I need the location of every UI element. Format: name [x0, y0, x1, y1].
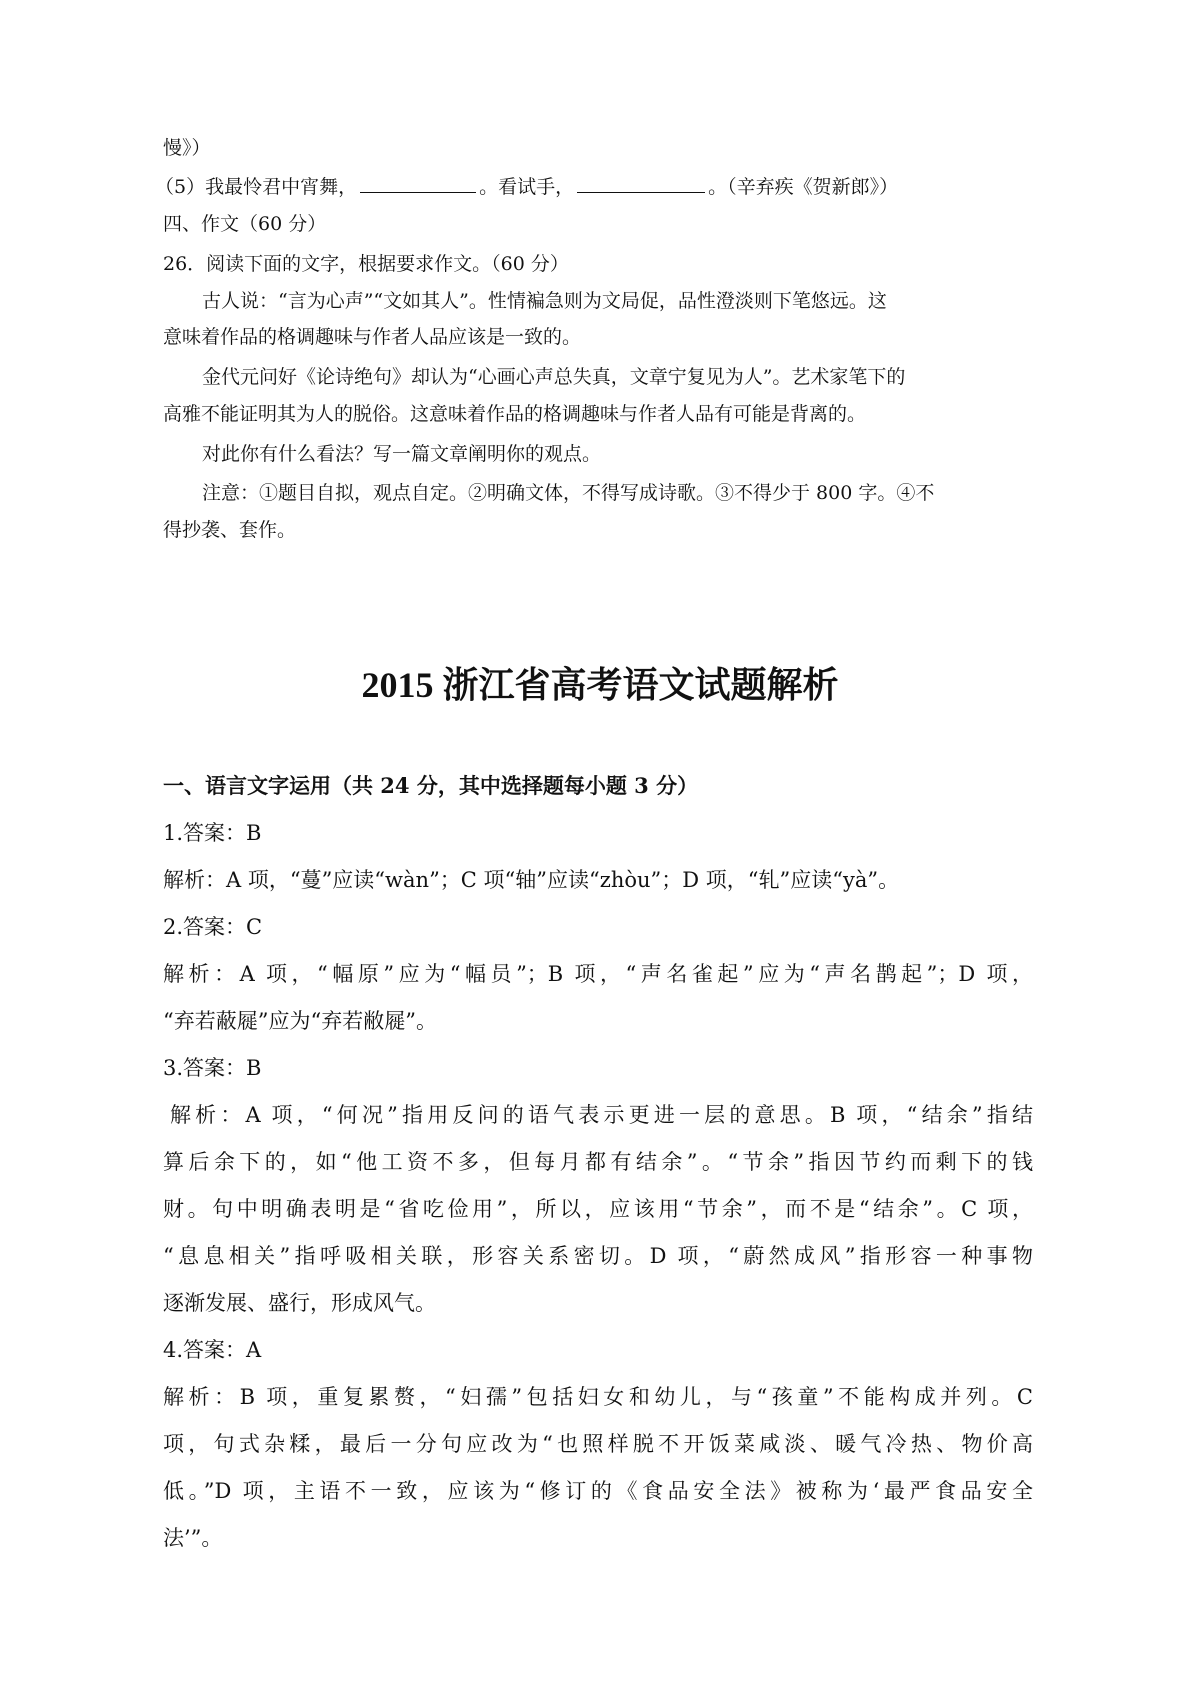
- question-26-prompt: 26．阅读下面的文字，根据要求作文。（60 分）: [163, 253, 569, 275]
- q5-tail: 。（辛弃疾《贺新郎》）: [708, 176, 899, 198]
- paragraph-line: 意味着作品的格调趣味与作者人品应该是一致的。: [163, 326, 582, 348]
- note-line: 注意：①题目自拟，观点自定。②明确文体，不得写成诗歌。③不得少于 800 字。④不: [202, 482, 935, 504]
- paragraph-line: 对此你有什么看法？写一篇文章阐明你的观点。: [202, 443, 602, 465]
- explanation-line: 解析：B 项，重复累赘，“妇孺”包括妇女和幼儿，与“孩童”不能构成并列。C: [163, 1385, 1033, 1409]
- explanation-line: 低。”D 项，主语不一致，应该为“修订的《食品安全法》被称为‘最严食品安全: [163, 1479, 1033, 1503]
- answer-line: 4.答案：A: [163, 1338, 262, 1362]
- analysis-section-heading: 一、语言文字运用（共 24 分，其中选择题每小题 3 分）: [163, 773, 699, 798]
- explanation-line: 项，句式杂糅，最后一分句应改为“也照样脱不开饭菜咸淡、暖气冷热、物价高: [163, 1432, 1033, 1456]
- answer-line: 2.答案：C: [163, 915, 263, 939]
- explanation-line: 解析：A 项，“幅原”应为“幅员”；B 项，“声名雀起”应为“声名鹊起”；D 项，: [163, 962, 1033, 986]
- explanation-line: “息息相关”指呼吸相关联，形容关系密切。D 项，“蔚然成风”指形容一种事物: [163, 1244, 1033, 1268]
- note-line: 得抄袭、套作。: [163, 519, 297, 541]
- explanation-line: 解析：A 项，“蔓”应读“wàn”；C 项“轴”应读“zhòu”；D 项，“轧”应读“yà”。: [163, 868, 900, 892]
- explanation-line: 财。句中明确表明是“省吃俭用”，所以，应该用“节余”，而不是“结余”。C 项，: [163, 1197, 1033, 1221]
- explanation-line: 算后余下的，如“他工资不多，但每月都有结余”。“节余”指因节约而剩下的钱: [163, 1150, 1033, 1174]
- paragraph-line: 高雅不能证明其为人的脱俗。这意味着作品的格调趣味与作者人品有可能是背离的。: [163, 403, 867, 425]
- analysis-title: 2015 浙江省高考语文试题解析: [361, 665, 839, 705]
- paragraph-line: 金代元问好《论诗绝句》却认为“心画心声总失真，文章宁复见为人”。艺术家笔下的: [202, 366, 906, 388]
- explanation-line: 法’”。: [163, 1526, 223, 1550]
- q5-mid: 。看试手，: [479, 176, 575, 198]
- q5-label: （5）我最怜君中宵舞，: [155, 176, 358, 198]
- answer-line: 1.答案：B: [163, 821, 262, 845]
- answer-blank-2[interactable]: [577, 174, 705, 193]
- answer-blank-1[interactable]: [360, 174, 476, 193]
- explanation-line: “弃若蔽屣”应为“弃若敝屣”。: [163, 1009, 437, 1033]
- text-line: 慢》）: [163, 137, 211, 159]
- explanation-line: 解析：A 项，“何况”指用反问的语气表示更进一层的意思。B 项，“结余”指结: [170, 1103, 1033, 1127]
- explanation-line: 逐渐发展、盛行，形成风气。: [163, 1291, 436, 1315]
- answer-line: 3.答案：B: [163, 1056, 262, 1080]
- question-5-line: [155, 173, 898, 201]
- paragraph-line: 古人说：“言为心声”“文如其人”。性情褊急则为文局促，品性澄淡则下笔悠远。这: [202, 290, 887, 312]
- section-heading-composition: 四、作文（60 分）: [163, 213, 327, 235]
